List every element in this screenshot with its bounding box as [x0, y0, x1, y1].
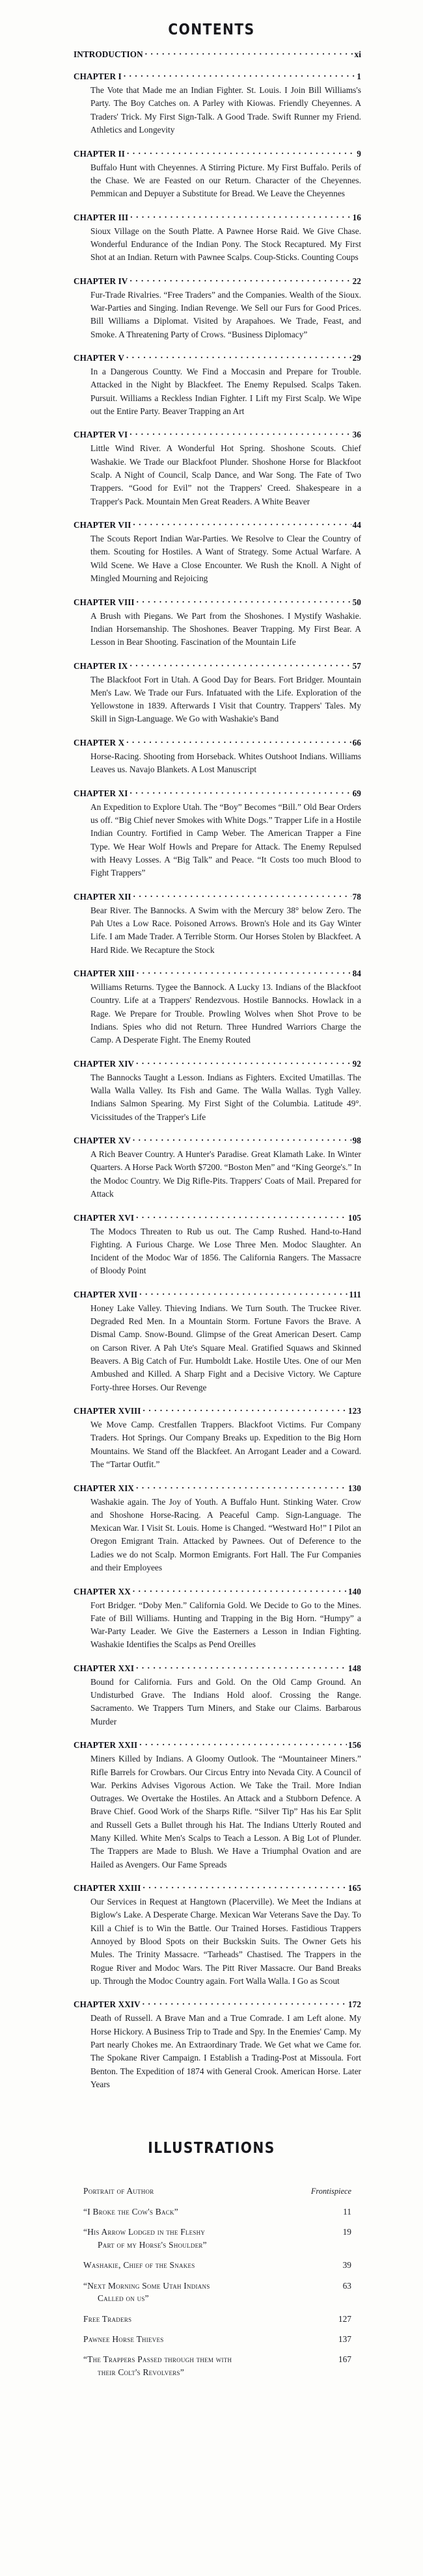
illustration-page-number: 19 — [342, 2227, 351, 2237]
toc-entry-page-number: 66 — [352, 737, 361, 748]
dot-leader — [136, 1482, 347, 1490]
toc-entry-heading[interactable] — [74, 148, 361, 159]
dot-leader — [136, 1663, 347, 1671]
spacer — [74, 1728, 361, 1739]
toc-entry-description: Fur-Trade Rivalries. “Free Traders” and the Companies. Wealth of the Sioux. War-Parties and Singing. Indian Revenge. We Sell our Furs for Good Prices. Bill Williams a Diplomat. Visited by Arapahoes. We Trade, Feast, and Smoke. A Threatening Party of Crows. “Business Diplomacy” — [90, 289, 361, 339]
toc-entry-label: INTRODUCTION — [74, 49, 143, 59]
illustration-page-number: 63 — [342, 2280, 351, 2291]
toc-entry[interactable] — [74, 1585, 361, 1651]
toc-entry[interactable] — [74, 49, 361, 60]
spacer — [74, 137, 361, 148]
illustration-entry[interactable] — [83, 2259, 351, 2271]
toc-entry-label: CHAPTER XVIII — [74, 1406, 141, 1416]
toc-entry-page-number: 29 — [352, 353, 361, 363]
toc-entry-label: CHAPTER VIII — [74, 597, 135, 607]
toc-entry-description: Death of Russell. A Brave Man and a True Comrade. I am Left alone. My Horse Hickory. A Business Trip to Trade and Spy. In the Enemies' Camp. My Part nearly Chokes me. An Extraordinary Trade. We Get what we Came for. The Spokane River Campaign. I Establish a Trading-Post at Missoula. Fort Benton. The Expedition of 1874 with General Crook. American Horse. Later Years — [90, 2013, 361, 2089]
toc-entry-label: CHAPTER II — [74, 148, 126, 159]
spacer — [74, 60, 361, 71]
toc-entry-page-number: 22 — [352, 276, 361, 286]
toc-entry-label: CHAPTER XV — [74, 1136, 131, 1146]
spacer — [74, 265, 361, 276]
spacer — [74, 880, 361, 891]
toc-entry-label: CHAPTER XX — [74, 1586, 131, 1596]
table-of-contents-list — [0, 49, 423, 2102]
toc-entry-page-number: 111 — [349, 1289, 361, 1299]
dot-leader — [136, 1058, 351, 1067]
toc-entry-label: CHAPTER XIII — [74, 969, 135, 979]
toc-entry[interactable] — [74, 1882, 361, 1988]
toc-entry-label: CHAPTER XXI — [74, 1663, 135, 1673]
toc-entry-label: CHAPTER XIV — [74, 1058, 135, 1069]
illustration-title — [83, 2205, 321, 2218]
illustrations-list — [0, 2166, 423, 2378]
toc-entry[interactable] — [74, 148, 361, 200]
toc-entry-heading[interactable] — [74, 49, 361, 60]
toc-entry-page-number: 130 — [348, 1483, 361, 1493]
illustration-title — [83, 2313, 321, 2325]
toc-entry[interactable] — [74, 1739, 361, 1871]
illustration-title-line1: Free Traders — [83, 2313, 132, 2324]
toc-entry[interactable] — [74, 276, 361, 341]
dot-leader — [127, 148, 355, 156]
illustration-title — [83, 2353, 321, 2378]
toc-entry-heading[interactable] — [74, 1585, 361, 1596]
toc-entry-heading[interactable] — [74, 968, 361, 979]
spacer — [74, 418, 361, 429]
toc-entry[interactable] — [74, 1482, 361, 1574]
toc-entry-page-number: 172 — [348, 1999, 361, 2010]
spacer — [74, 1394, 361, 1405]
illustration-entry[interactable] — [83, 2353, 351, 2378]
toc-entry-label: CHAPTER VII — [74, 520, 131, 530]
toc-entry-description: Sioux Village on the South Platte. A Pawnee Horse Raid. We Give Chase. Wonderful Endurance of the Indian Pony. The Stock Recaptured. My First Shot at an Indian. Return with Pawnee Scalps. Coup-Sticks. Counting Coups — [90, 226, 361, 263]
toc-entry-heading[interactable] — [74, 1739, 361, 1750]
toc-entry-heading[interactable] — [74, 891, 361, 902]
toc-entry-page-number: 9 — [357, 148, 361, 159]
toc-entry-label: CHAPTER XVII — [74, 1289, 138, 1299]
toc-entry[interactable] — [74, 429, 361, 508]
toc-entry-heading[interactable] — [74, 1405, 361, 1416]
toc-entry-heading[interactable] — [74, 71, 361, 82]
spacer — [74, 777, 361, 788]
toc-entry[interactable] — [74, 1289, 361, 1394]
toc-entry-page-number: 92 — [352, 1058, 361, 1069]
illustration-entry[interactable] — [83, 2185, 351, 2198]
toc-entry[interactable] — [74, 519, 361, 585]
toc-entry-heading[interactable] — [74, 660, 361, 671]
spacer — [74, 726, 361, 737]
toc-entry-heading[interactable] — [74, 1058, 361, 1069]
dot-leader — [137, 968, 351, 976]
dot-leader — [143, 1999, 347, 2007]
toc-entry-description: The Modocs Threaten to Rub us out. The Camp Rushed. Hand-to-Hand Fighting. A Furious Charge. We Lose Three Men. Modoc Slaughter. An Incident of the Modoc War of 1856. The California Rangers. The Massacre of Bloody Point — [90, 1226, 361, 1276]
illustration-page-number: 11 — [343, 2206, 351, 2217]
illustration-title — [83, 2185, 311, 2197]
illustration-page-number: 167 — [338, 2354, 351, 2365]
toc-entry-description: The Bannocks Taught a Lesson. Indians as Fighters. Excited Umatillas. The Walla Walla Valley. Its Fish and Game. The Walla Wallas. Tygh Valley. Indians Salmon Spearing. My First Sight of the Columbia. Latitude 49°. Vicissitudes of the Trapper's Life — [90, 1072, 361, 1122]
toc-entry-description: A Rich Beaver Country. A Hunter's Paradise. Great Klamath Lake. In Winter Quarters. A Horse Pack Worth $7200. “Boston Men” and “King George's.” In the Modoc Country. We Dig Rifle-Pits. Trappers' Coats of Mail. Prepared for Attack — [90, 1149, 361, 1199]
toc-entry-page-number: 44 — [352, 520, 361, 530]
toc-entry-page-number: 50 — [352, 597, 361, 607]
toc-entry[interactable] — [74, 211, 361, 264]
toc-entry[interactable] — [74, 1405, 361, 1471]
toc-entry-page-number: 16 — [352, 212, 361, 222]
toc-entry-label: CHAPTER X — [74, 737, 125, 748]
toc-entry-heading[interactable] — [74, 737, 361, 748]
dot-leader — [130, 429, 351, 437]
illustration-title-line1: “I Broke the Cow's Back” — [83, 2206, 178, 2217]
toc-entry-page-number: 84 — [352, 969, 361, 979]
dot-leader — [145, 49, 353, 57]
toc-entry-page-number: 78 — [352, 891, 361, 902]
illustration-title-line2: Part of my Horse's Shoulder” — [98, 2239, 207, 2250]
dot-leader — [130, 788, 351, 796]
illustration-entry[interactable] — [83, 2313, 351, 2325]
toc-entry-description: Bear River. The Bannocks. A Swim with the Mercury 38° below Zero. The Pah Utes a Low Race. Poisoned Arrows. Brown's Hole and its Gay Winter Life. I am Made Trader. A Terrible Storm. Our Horses Stolen by Blackfeet. A Hard Ride. We Recapture the Stock — [90, 905, 361, 955]
dot-leader — [126, 737, 351, 746]
toc-entry-page-number: 148 — [348, 1663, 361, 1673]
dot-leader — [143, 1405, 347, 1414]
toc-entry[interactable] — [74, 1058, 361, 1124]
toc-entry-heading[interactable] — [74, 211, 361, 222]
toc-entry-heading[interactable] — [74, 1999, 361, 2010]
toc-entry[interactable] — [74, 1999, 361, 2091]
toc-entry-label: CHAPTER IX — [74, 660, 128, 671]
toc-entry-description: Little Wind River. A Wonderful Hot Spring. Shoshone Scouts. Chief Washakie. We Trade our Blackfoot Plunder. Shoshone Horse for Blackfoot Scalp. A Night of Council, Scalp Dance, and War Song. The Fate of Two Trappers. “Good for Evil” not the Trappers' Creed. Shakespeare in a Trapper's Pack. Mountain Men Great Readers. A White Beaver — [90, 443, 361, 506]
spacer — [74, 585, 361, 596]
toc-entry-page-number: 140 — [348, 1586, 361, 1596]
toc-entry-heading[interactable] — [74, 1663, 361, 1674]
toc-entry-description: The Vote that Made me an Indian Fighter. St. Louis. I Join Bill Williams's Party. The Boy Catches on. A Parley with Kiowas. Friendly Cheyennes. A Traders' Trick. My First Sign-Talk. A Good Trade. Swift Runner my Friend. Athletics and Longevity — [90, 85, 361, 135]
toc-entry-heading[interactable] — [74, 352, 361, 363]
toc-entry-heading[interactable] — [74, 1482, 361, 1493]
toc-entry[interactable] — [74, 737, 361, 777]
spacer — [74, 200, 361, 211]
illustration-entry[interactable] — [83, 2333, 351, 2345]
toc-entry-description: Our Services in Request at Hangtown (Placerville). We Meet the Indians at Biglow's Lake. A Desperate Charge. Mexican War Veterans Save the Day. To Kill a Chief is to Win the Battle. Our Trained Horses. Fastidious Trappers Annoyed by Blood Spots on their Buckskin Suits. The Owner Gets his Mules. The Trinity Massacre. “Tarheads” Chastised. The Trappers in the Rogue River and Modoc Wars. The Pitt River Massacre. Our Band Breaks up. Through the Modoc Country again. Fort Walla Walla. I Go as Scout — [90, 1897, 361, 1986]
toc-entry-heading[interactable] — [74, 276, 361, 287]
illustration-page-number: 137 — [338, 2334, 351, 2345]
toc-entry[interactable] — [74, 660, 361, 725]
toc-entry-page-number: 57 — [352, 660, 361, 671]
illustration-title-line1: Pawnee Horse Thieves — [83, 2334, 164, 2345]
toc-entry-page-number: 156 — [348, 1740, 361, 1750]
toc-entry-description: The Blackfoot Fort in Utah. A Good Day for Bears. Fort Bridger. Mountain Men's Law. We Trade our Furs. Infatuated with the Life. Exploration of the Yellowstone in 1839. Afterwards I Visit that Country. Trappers' Tales. My Skill in Sign-Language. We Go with Washakie's Band — [90, 674, 361, 724]
dot-leader — [133, 1585, 347, 1594]
toc-entry-label: CHAPTER V — [74, 353, 124, 363]
toc-entry-heading[interactable] — [74, 1135, 361, 1146]
dot-leader — [143, 1882, 347, 1891]
spacer — [74, 341, 361, 352]
dot-leader — [130, 211, 351, 220]
illustration-title-line1: Washakie, Chief of the Snakes — [83, 2260, 195, 2270]
toc-entry[interactable] — [74, 968, 361, 1047]
dot-leader — [137, 596, 351, 605]
toc-entry-label: CHAPTER VI — [74, 430, 128, 440]
toc-entry-description: Washakie again. The Joy of Youth. A Buffalo Hunt. Stinking Water. Crow and Shoshone Horse-Racing. A Peaceful Camp. Sign-Language. The Mexican War. I Visit St. Louis. Home is Changed. “Westward Ho!” I Pilot an Oregon Emigrant Train. Attacked by Pawnees. Out of Deference to the Ladies we do not Scalp. Mormon Emigrants. Fort Hall. The Fur Companies and their Employees — [90, 1496, 361, 1573]
toc-entry-label: CHAPTER XII — [74, 891, 131, 902]
toc-entry-page-number: 165 — [348, 1883, 361, 1893]
dot-leader — [130, 660, 351, 668]
toc-entry-description: Fort Bridger. “Doby Men.” California Gold. We Decide to Go to the Mines. Fate of Bill Williams. Hunting and Trapping in the Big Horn. “Humpy” a War-Party Leader. We Give the Easterners a Lesson in Indian Fighting. Washakie Identifies the Scalps as Pend Oreilles — [90, 1600, 361, 1650]
illustration-title-line1: Portrait of Author — [83, 2185, 154, 2196]
toc-entry[interactable] — [74, 1663, 361, 1728]
toc-entry-page-number: 105 — [348, 1212, 361, 1223]
spacer — [74, 1201, 361, 1212]
toc-entry-description: A Brush with Piegans. We Part from the Shoshones. I Mystify Washakie. Indian Horsemanship. The Shoshones. Beaver Trapping. My First Bear. A Lesson in Bear Shooting. Fascination of the Mountain Life — [90, 610, 361, 647]
spacer — [74, 2091, 361, 2102]
toc-entry-description: Horse-Racing. Shooting from Horseback. Whites Outshoot Indians. Williams Leaves us. Navajo Blankets. A Lost Manuscript — [90, 751, 361, 775]
spacer — [74, 1871, 361, 1882]
illustration-title-line1: “His Arrow Lodged in the Fleshy — [83, 2227, 206, 2237]
toc-entry-page-number: 36 — [352, 430, 361, 440]
spacer — [74, 957, 361, 968]
page-title-contents: CONTENTS — [168, 21, 255, 39]
toc-entry[interactable] — [74, 71, 361, 137]
spacer — [74, 1988, 361, 1999]
toc-entry-label: CHAPTER XXII — [74, 1740, 138, 1750]
toc-entry-heading[interactable] — [74, 1289, 361, 1300]
toc-entry-description: Buffalo Hunt with Cheyennes. A Stirring Picture. My First Buffalo. Perils of the Chase. We are Feasted on our Return. Character of the Cheyennes. Pemmican and Depuyer a Substitute for Bread. We Leave the Cheyennes — [90, 162, 361, 199]
toc-entry-description: An Expedition to Explore Utah. The “Boy” Becomes “Bill.” Old Bear Orders us off. “Big Chief never Smokes with White Dogs.” Trapper Life in a Hostile Indian Country. Fortified in Camp Weber. The American Trapper a Fine Type. We Hear Wolf Howls and Prepare for Attack. The Enemy Repulsed with Heavy Losses. A “Big Talk” and Peace. “It Costs too much Blood to Fight Trappers” — [90, 801, 361, 878]
spacer — [74, 508, 361, 519]
toc-entry[interactable] — [74, 788, 361, 880]
toc-entry-heading[interactable] — [74, 596, 361, 607]
illustration-entry[interactable] — [83, 2226, 351, 2251]
illustration-entry[interactable] — [83, 2205, 351, 2218]
toc-entry-label: CHAPTER XXIV — [74, 1999, 141, 2010]
illustration-entry[interactable] — [83, 2280, 351, 2305]
toc-entry-label: CHAPTER XVI — [74, 1212, 135, 1223]
spacer — [74, 649, 361, 660]
spacer — [74, 1652, 361, 1663]
illustration-title-line1: “The Trappers Passed through them with — [83, 2354, 232, 2365]
dot-leader — [130, 276, 351, 284]
toc-entry-label: CHAPTER XXIII — [74, 1883, 141, 1893]
illustration-page-number: 127 — [338, 2313, 351, 2324]
toc-entry[interactable] — [74, 1135, 361, 1201]
toc-entry-description: Miners Killed by Indians. A Gloomy Outlook. The “Mountaineer Miners.” Rifle Barrels for Crowbars. Our Circus Entry into Nevada City. A Council of War. Perkins Advises Vigorous Action. We Take the Trail. More Indian Outrages. We Overtake the Hostiles. An Attack and a Stubborn Defence. A Brave Chief. Good Work of the Sharps Rifle. “Silver Tip” Has his Ear Split and Russell Gets a Bullet through his Hat. The Indians Utterly Routed and Many Killed. White Men's Scalps to Teach a Lesson. A Big Lot of Plunder. The Trappers are Made to Blush. We Have a Triumphal Ovation and are Hailed as Avengers. Our Fame Spreads — [90, 1754, 361, 1869]
toc-entry-heading[interactable] — [74, 429, 361, 440]
toc-entry-description: Williams Returns. Tygee the Bannock. A Lucky 13. Indians of the Blackfoot Country. Life at a Trappers' Rendezvous. Hostile Bannocks. Howlack in a Rage. We Prepare for Trouble. Prowling Wolves when Shot Prove to be Indians. Spies who did not Return. Three Hundred Warriors Charge the Camp. A Desperate Fight. The Enemy Routed — [90, 982, 361, 1045]
toc-entry-page-number: 98 — [352, 1136, 361, 1146]
spacer — [74, 1124, 361, 1135]
dot-leader — [133, 891, 351, 900]
illustration-page-number: Frontispiece — [310, 2186, 351, 2196]
toc-entry-description: In a Dangerous Countty. We Find a Moccasin and Prepare for Trouble. Attacked in the Night by Blackfeet. The Enemy Repulsed. Scalps Taken. Pursuit. Williams a Reckless Indian Fighter. I Lift my First Scalp. We Wipe out the Entire Party. Beaver Trapping an Art — [90, 367, 361, 416]
illustration-title-line2: their Colt's Revolvers” — [98, 2367, 185, 2377]
dot-leader — [124, 71, 355, 79]
toc-entry-page-number: xi — [354, 49, 361, 59]
toc-entry-heading[interactable] — [74, 519, 361, 530]
illustration-title-line1: “Next Morning Some Utah Indians — [83, 2280, 210, 2291]
spacer — [74, 1471, 361, 1482]
dot-leader — [139, 1289, 348, 1297]
toc-entry-label: CHAPTER XI — [74, 788, 128, 798]
toc-entry-heading[interactable] — [74, 788, 361, 799]
toc-entry-page-number: 1 — [357, 72, 361, 82]
toc-entry-description: Bound for California. Furs and Gold. On the Old Camp Ground. An Undisturbed Grave. The Indians Hold aloof. Crossing the Range. Sacramento. We Trappers Turn Miners, and Stake our Claims. Barbarous Murder — [90, 1676, 361, 1726]
illustration-title — [83, 2333, 321, 2345]
spacer — [74, 1278, 361, 1289]
illustration-page-number: 39 — [342, 2260, 351, 2270]
dot-leader — [133, 519, 351, 528]
dot-leader — [133, 1135, 351, 1143]
dot-leader — [126, 352, 351, 361]
toc-entry[interactable] — [74, 596, 361, 649]
toc-entry-page-number: 69 — [352, 788, 361, 798]
toc-entry-heading[interactable] — [74, 1212, 361, 1223]
toc-entry[interactable] — [74, 1212, 361, 1277]
toc-entry-page-number: 123 — [348, 1406, 361, 1416]
page-title-illustrations: ILLUSTRATIONS — [148, 2139, 275, 2157]
illustration-title — [83, 2259, 321, 2271]
toc-entry-label: CHAPTER XIX — [74, 1483, 135, 1493]
toc-entry-description: Honey Lake Valley. Thieving Indians. We Turn South. The Truckee River. Degraded Red Men. In a Mountain Storm. Fortune Favors the Brave. A Dismal Camp. Snow-Bound. Glimpse of the Great American Desert. Camp on Carson River. A Pah Ute's Square Meal. Gratified Squaws and Skinned Beavers. A Big Catch of Fur. Humboldt Lake. Hostile Utes. One of our Men Ambushed and Killed. A Sharp Fight and a Decisive Victory. We Capture Forty-three Horses. Our Revenge — [90, 1303, 361, 1392]
illustration-title — [83, 2280, 321, 2305]
toc-entry-description: The Scouts Report Indian War-Parties. We Resolve to Clear the Country of them. Scouting for Hostiles. A Want of Strategy. Some Actual Warfare. A Wild Scene. We Have a Close Encounter. We Rush the Knoll. A Night of Mingled Mourning and Rejoicing — [90, 534, 361, 584]
toc-entry-label: CHAPTER IV — [74, 276, 128, 286]
toc-entry[interactable] — [74, 352, 361, 418]
toc-entry-description: We Move Camp. Crestfallen Trappers. Blackfoot Victims. Fur Company Traders. Hot Springs. Our Company Breaks up. Expedition to the Big Horn Mountains. We Stand off the Blackfeet. An Arrogant Leader and a Coward. The “Tartar Outfit.” — [90, 1420, 361, 1470]
toc-entry-label: CHAPTER III — [74, 212, 129, 222]
toc-entry[interactable] — [74, 891, 361, 957]
spacer — [74, 1047, 361, 1058]
toc-entry-label: CHAPTER I — [74, 72, 122, 82]
dot-leader — [136, 1212, 347, 1220]
dot-leader — [139, 1739, 347, 1748]
toc-entry-heading[interactable] — [74, 1882, 361, 1893]
spacer — [74, 1574, 361, 1585]
illustration-title-line2: Called on us” — [98, 2293, 149, 2304]
illustration-title — [83, 2226, 321, 2251]
